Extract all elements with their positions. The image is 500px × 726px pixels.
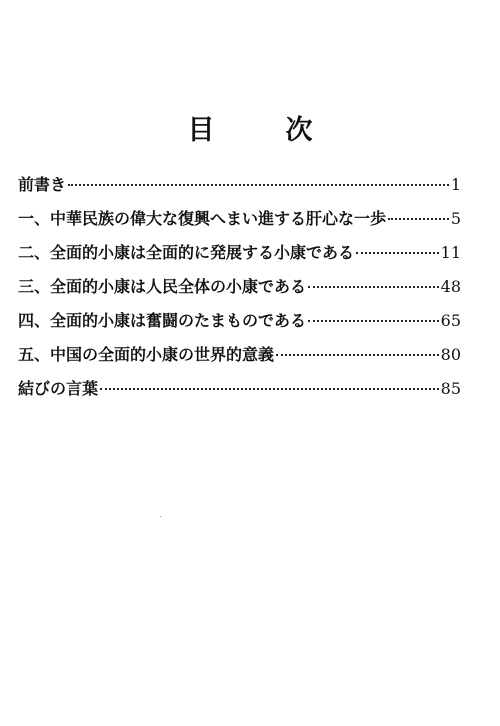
table-of-contents (18, 168, 461, 406)
toc-entry-chapter-5[interactable] (18, 338, 461, 372)
toc-entry-label: 二、全面的小康は全面的に発展する小康である (18, 243, 355, 262)
toc-entry-chapter-4[interactable] (18, 304, 461, 338)
scan-speck (160, 516, 161, 517)
toc-entry-chapter-3[interactable] (18, 270, 461, 304)
page-title: 目 次 (187, 115, 335, 146)
dot-leader (68, 184, 449, 186)
dot-leader (388, 218, 449, 220)
toc-entry-page: 80 (440, 345, 461, 364)
dot-leader (276, 354, 439, 356)
toc-entry-label: 五、中国の全面的小康の世界的意義 (18, 345, 275, 364)
toc-entry-conclusion[interactable] (18, 372, 461, 406)
toc-entry-chapter-2[interactable] (18, 236, 461, 270)
dot-leader (308, 286, 439, 288)
toc-entry-page: 85 (440, 379, 461, 398)
toc-entry-label: 結びの言葉 (18, 379, 99, 398)
toc-entry-page: 1 (450, 175, 461, 194)
dot-leader (100, 388, 439, 390)
toc-entry-page: 65 (440, 311, 461, 330)
toc-entry-page: 5 (450, 209, 461, 228)
dot-leader (356, 252, 439, 254)
toc-entry-label: 前書き (18, 175, 67, 194)
toc-entry-label: 一、中華民族の偉大な復興へまい進する肝心な一歩 (18, 209, 387, 228)
dot-leader (308, 320, 439, 322)
toc-entry-page: 48 (440, 277, 461, 296)
toc-entry-preface[interactable] (18, 168, 461, 202)
toc-entry-chapter-1[interactable] (18, 202, 461, 236)
toc-entry-label: 四、全面的小康は奮闘のたまものである (18, 311, 307, 330)
toc-entry-label: 三、全面的小康は人民全体の小康である (18, 277, 307, 296)
toc-entry-page: 11 (440, 243, 461, 262)
